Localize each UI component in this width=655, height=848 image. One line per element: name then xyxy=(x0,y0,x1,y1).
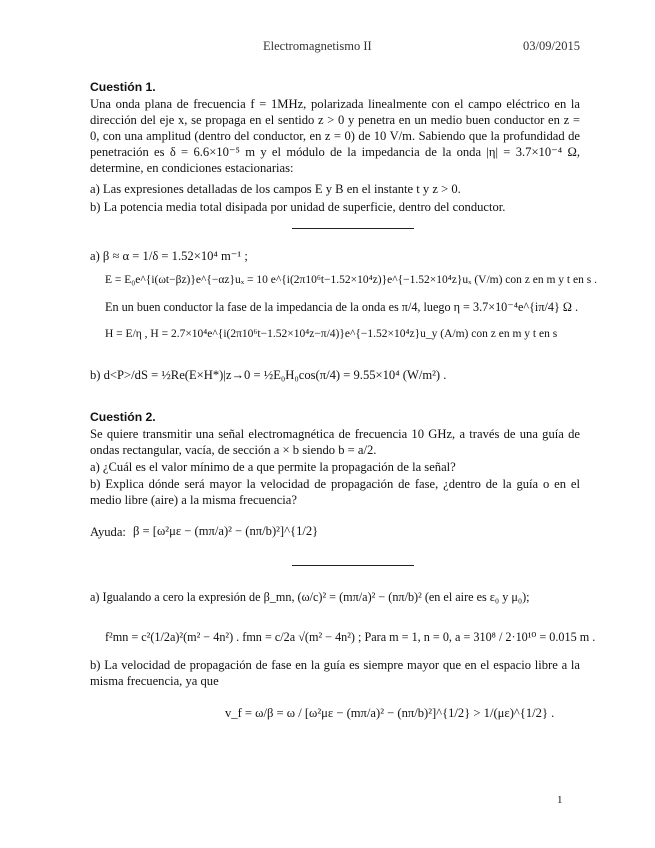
question-2-statement: Se quiere transmitir una señal electromagnética de frecuencia 10 GHz, a través de una guía de ondas rectangular, vacía, de sección a × b siendo b = a/2. xyxy=(90,427,580,457)
question-2-hint-label: Ayuda: xyxy=(90,525,126,539)
question-2-item-b: b) Explica dónde será mayor la velocidad de propagación de fase, ¿dentro de la guía o en el medio libre (aire) a la misma frecuencia? xyxy=(90,477,580,507)
solution-1a-E-field: E = E₀e^{i(ωt−βz)}e^{−αz}uₓ = 10 e^{i(2π10⁶t−1.52×10⁴z)}e^{−1.52×10⁴z}uₓ (V/m) con z en m y t en s . xyxy=(105,274,597,286)
page-number: 1 xyxy=(557,794,563,806)
solution-2b-phase-velocity: v_f = ω/β = ω / [ω²με − (mπ/a)² − (nπ/b)²]^{1/2} > 1/(με)^{1/2} . xyxy=(225,706,555,720)
header-title: Electromagnetismo II xyxy=(263,39,372,53)
solution-2b-text: b) La velocidad de propagación de fase en la guía es siempre mayor que en el espacio libre a la misma frecuencia, ya que xyxy=(90,658,580,688)
question-1-item-b: b) La potencia media total disipada por unidad de superficie, dentro del conductor. xyxy=(90,200,506,214)
question-1-heading: Cuestión 1. xyxy=(90,80,156,94)
solution-2a-frequency: f²mn = c²(1/2a)²(m² − 4n²) . fmn = c/2a √(m² − 4n²) ; Para m = 1, n = 0, a = 310⁸ / 2·10¹⁰ = 0.015 m . xyxy=(105,630,596,644)
question-1-statement: Una onda plana de frecuencia f = 1MHz, polarizada linealmente con el campo eléctrico en la dirección del eje x, se propaga en el sentido z > 0 y penetra en un medio buen conductor en z = 0, con una amplitud (dentro del conductor, en z = 0) de 10 V/m. Sabiendo que la profundidad de penetración es δ = 6.6×10⁻⁵ m y el módulo de la impedancia de la onda |η| = 3.7×10⁻⁴ Ω, determine, en condiciones estacionarias: xyxy=(90,97,580,175)
question-2-hint-formula: β = [ω²με − (mπ/a)² − (nπ/b)²]^{1/2} xyxy=(133,524,319,538)
header-date: 03/09/2015 xyxy=(523,39,580,53)
question-2-heading: Cuestión 2. xyxy=(90,410,156,424)
question-2-item-a: a) ¿Cuál es el valor mínimo de a que permite la propagación de la señal? xyxy=(90,460,456,474)
solution-1a-H-field: H = E/η , H = 2.7×10⁴e^{i(2π10⁶t−1.52×10⁴z−π/4)}e^{−1.52×10⁴z}u_y (A/m) con z en m y t en s xyxy=(105,328,558,340)
solution-1a-beta: a) β ≈ α = 1/δ = 1.52×10⁴ m⁻¹ ; xyxy=(90,249,248,263)
separator-2 xyxy=(292,565,414,566)
solution-2a-cutoff: a) Igualando a cero la expresión de β_mn, (ω/c)² = (mπ/a)² − (nπ/b)² (en el aire es ε₀ y μ₀); xyxy=(90,590,530,604)
solution-1a-phase: En un buen conductor la fase de la impedancia de la onda es π/4, luego η = 3.7×10⁻⁴e^{iπ/4} Ω . xyxy=(105,300,578,314)
question-1-item-a: a) Las expresiones detalladas de los campos E y B en el instante t y z > 0. xyxy=(90,182,461,196)
separator-1 xyxy=(292,228,414,229)
solution-1b-power: b) d<P>/dS = ½Re(E×H*)|z→0 = ½E₀H₀cos(π/4) = 9.55×10⁴ (W/m²) . xyxy=(90,368,447,382)
